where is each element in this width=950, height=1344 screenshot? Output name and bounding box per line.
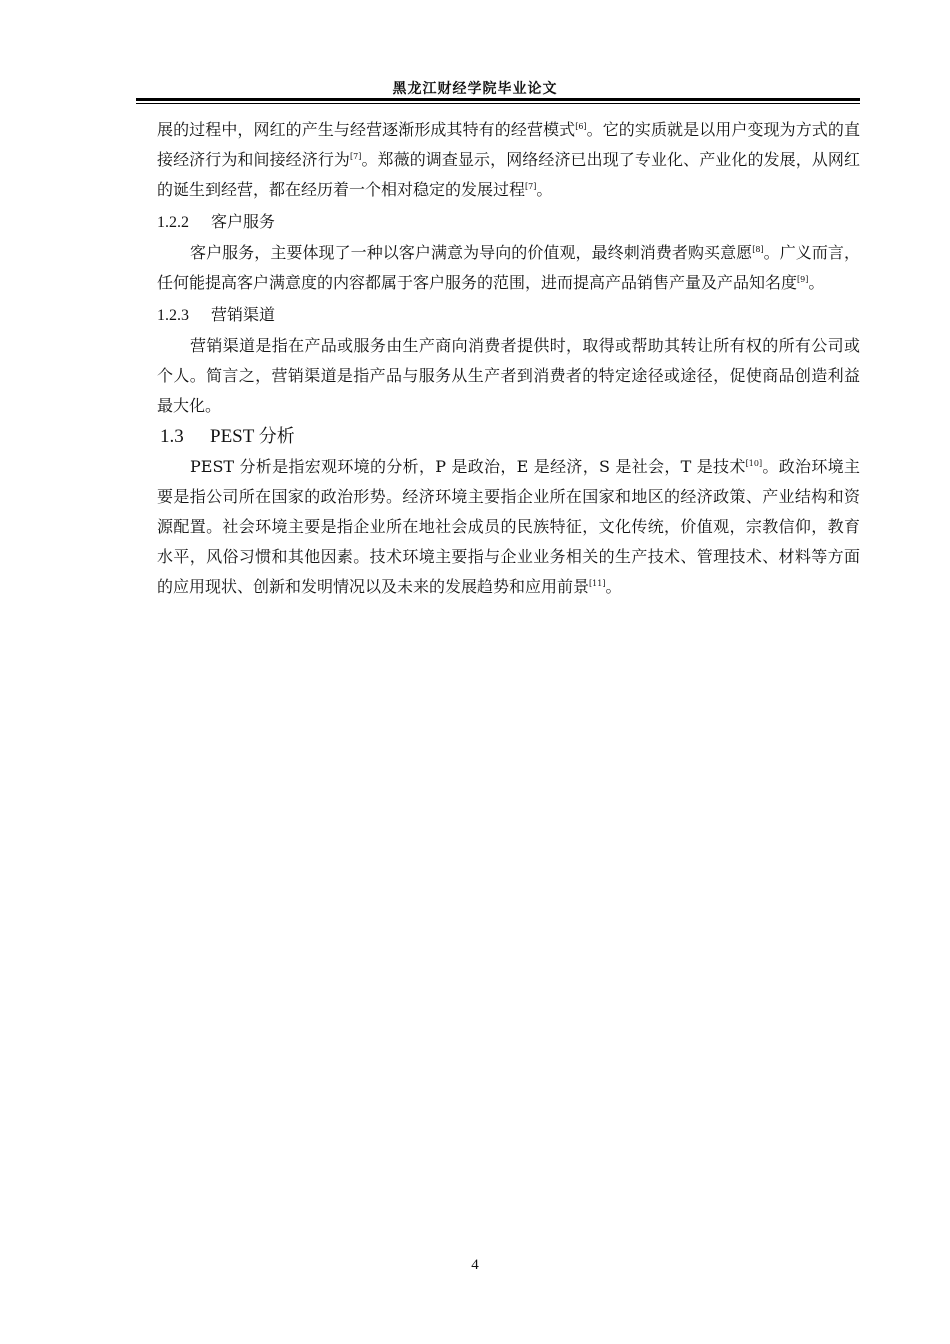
section-title-latin: PEST (210, 426, 255, 447)
citation-ref: [11] (589, 579, 606, 588)
paragraph-text: 。郑薇的调查显示，网络经济已出现了专业化、产业化的发展，从网红的诞生到经营，都在经历着一个相对稳定的发展过程 (157, 150, 860, 199)
citation-ref: [8] (752, 245, 764, 254)
section-title: 营销渠道 (211, 305, 276, 324)
paragraph-network-celebrity (157, 115, 860, 205)
paragraph-marketing-channel (157, 331, 860, 421)
page-body (157, 115, 860, 602)
page-number: 4 (471, 1257, 479, 1273)
paragraph-text: 。 (536, 180, 553, 199)
citation-ref: [7] (525, 182, 537, 191)
paragraph-text: 。 (605, 577, 622, 596)
paragraph-customer-service (157, 238, 860, 298)
section-title: 客户服务 (211, 212, 276, 231)
section-number: 1.2.2 (157, 214, 189, 231)
section-number: 1.3 (160, 426, 184, 447)
paragraph-text: PEST 分析是指宏观环境的分析，P 是政治，E 是经济，S 是社会，T 是技术 (190, 457, 746, 476)
paragraph-text: 营销渠道是指在产品或服务由生产商向消费者提供时，取得或帮助其转让所有权的所有公司或个人。简言之，营销渠道是指产品与服务从生产者到消费者的特定途径或途径，促使商品创造利益最大化。 (157, 336, 860, 415)
running-header-title: 黑龙江财经学院毕业论文 (392, 81, 558, 97)
paragraph-text: 。政治环境主要是指公司所在国家的政治形势。经济环境主要指企业所在国家和地区的经济政策、产业结构和资源配置。社会环境主要是指企业所在地社会成员的民族特征，文化传统，价值观，宗教信仰，教育水平，风俗习惯和其他因素。技术环境主要指与企业业务相关的生产技术、管理技术、材料等方面的应用现状、创新和发明情况以及未来的发展趋势和应用前景 (157, 457, 860, 596)
header-rule-thin (136, 103, 860, 104)
paragraph-text: 。 (808, 273, 825, 292)
heading-customer-service (157, 208, 860, 237)
heading-pest-analysis (160, 422, 860, 452)
citation-ref: [9] (797, 275, 809, 284)
citation-ref: [7] (350, 152, 362, 161)
citation-ref: [6] (575, 122, 587, 131)
paragraph-text: 展的过程中，网红的产生与经营逐渐形成其特有的经营模式 (157, 120, 576, 139)
section-title-cjk: 分析 (258, 426, 295, 447)
paragraph-text: 。它的实质就是以用户变现为方式的直接经济行为和间接经济行为 (157, 120, 860, 169)
paragraph-pest (157, 452, 860, 602)
section-number: 1.2.3 (157, 307, 189, 324)
paragraph-text: 。广义而言，任何能提高客户满意度的内容都属于客户服务的范围，进而提高产品销售产量及产品知名度 (157, 243, 860, 292)
paragraph-text: 客户服务，主要体现了一种以客户满意为导向的价值观，最终刺消费者购买意愿 (190, 243, 753, 262)
citation-ref: [10] (745, 459, 763, 468)
heading-marketing-channel (157, 301, 860, 330)
header-rule-thick (136, 98, 860, 101)
